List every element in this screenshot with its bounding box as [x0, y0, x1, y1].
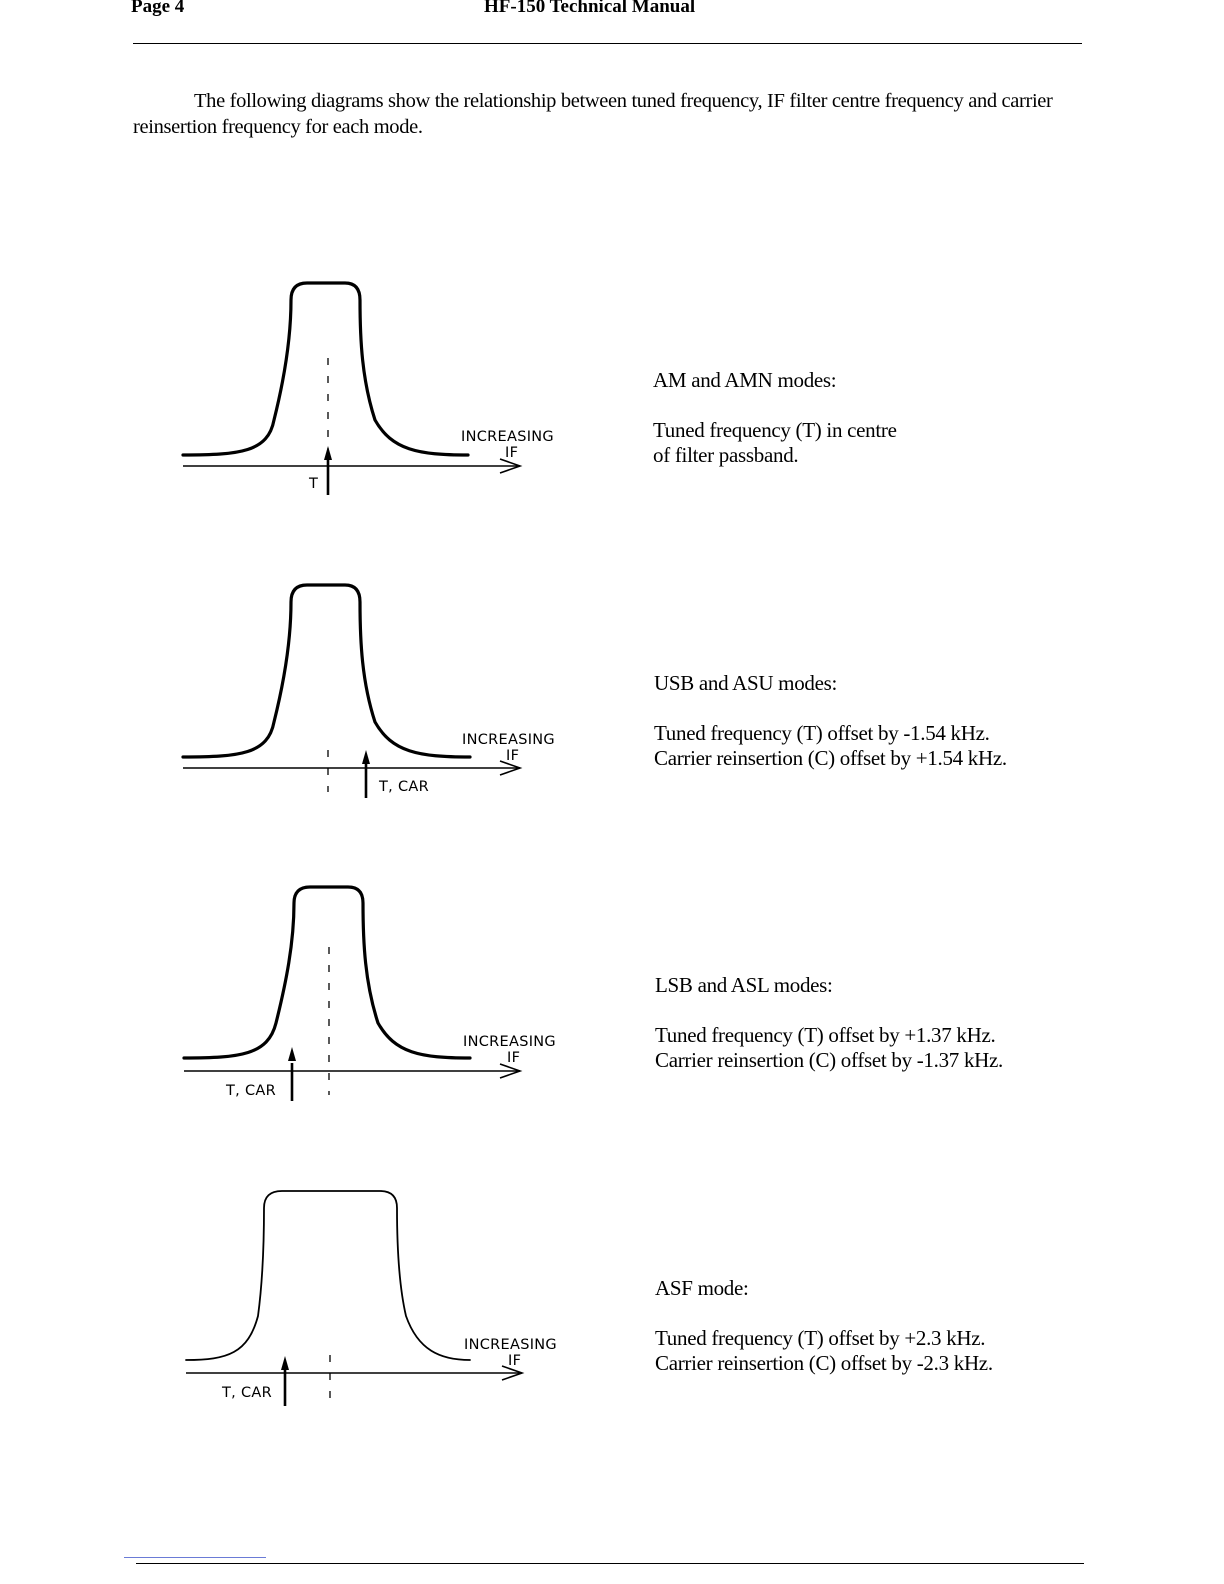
axis-label-if: IF	[506, 748, 520, 764]
marker-label: T, CAR	[222, 1385, 272, 1401]
marker-label: T, CAR	[379, 779, 429, 795]
axis-label-increasing: INCREASING	[462, 732, 555, 748]
marker-label: T, CAR	[226, 1083, 276, 1099]
marker-arrowhead	[281, 1356, 289, 1370]
marker-label: T	[309, 476, 319, 492]
axis-label-increasing: INCREASING	[461, 429, 554, 445]
mode-line: Carrier reinsertion (C) offset by -2.3 kHz.	[655, 1351, 993, 1375]
axis-label-if: IF	[505, 445, 519, 461]
mode-title: LSB and ASL modes:	[655, 973, 833, 997]
mode-title: ASF mode:	[655, 1276, 749, 1300]
manual-title: HF-150 Technical Manual	[484, 0, 696, 17]
page-number: Page 4	[131, 0, 185, 17]
mode-line: Tuned frequency (T) offset by +2.3 kHz.	[655, 1326, 986, 1350]
mode-line: Carrier reinsertion (C) offset by +1.54 kHz.	[654, 746, 1007, 770]
mode-title: AM and AMN modes:	[653, 368, 837, 392]
asf-mode-description	[655, 1276, 993, 1376]
marker-arrowhead	[324, 446, 332, 460]
footer-accent-rule	[124, 1557, 266, 1558]
axis-label-if: IF	[508, 1353, 522, 1369]
asf-filter-diagram	[170, 1188, 590, 1448]
mode-line: Tuned frequency (T) offset by -1.54 kHz.	[654, 721, 990, 745]
mode-line: of filter passband.	[653, 443, 799, 467]
lsb-mode-description	[655, 973, 1003, 1073]
mode-line: Tuned frequency (T) in centre	[653, 418, 897, 442]
intro-paragraph: The following diagrams show the relationship between tuned frequency, IF filter centre frequency and carrier reinsertion frequency for each mode.	[133, 90, 1053, 138]
filter-passband-curve	[184, 887, 470, 1058]
marker-arrowhead	[362, 750, 370, 764]
mode-line: Carrier reinsertion (C) offset by -1.37 kHz.	[655, 1048, 1003, 1072]
lsb-filter-diagram	[170, 885, 590, 1145]
usb-mode-description	[654, 671, 1007, 771]
marker-arrowhead	[288, 1047, 296, 1061]
axis-label-increasing: INCREASING	[464, 1337, 557, 1353]
mode-line: Tuned frequency (T) offset by +1.37 kHz.	[655, 1023, 996, 1047]
axis-label-if: IF	[507, 1050, 521, 1066]
mode-title: USB and ASU modes:	[654, 671, 838, 695]
filter-passband-curve	[183, 283, 468, 455]
am-mode-description	[653, 368, 897, 468]
filter-passband-curve	[183, 585, 470, 757]
am-filter-diagram	[170, 280, 590, 540]
usb-filter-diagram	[170, 582, 590, 842]
header-rule	[133, 43, 1082, 44]
axis-label-increasing: INCREASING	[463, 1034, 556, 1050]
filter-passband-curve	[186, 1191, 470, 1360]
footer-rule	[136, 1563, 1084, 1564]
